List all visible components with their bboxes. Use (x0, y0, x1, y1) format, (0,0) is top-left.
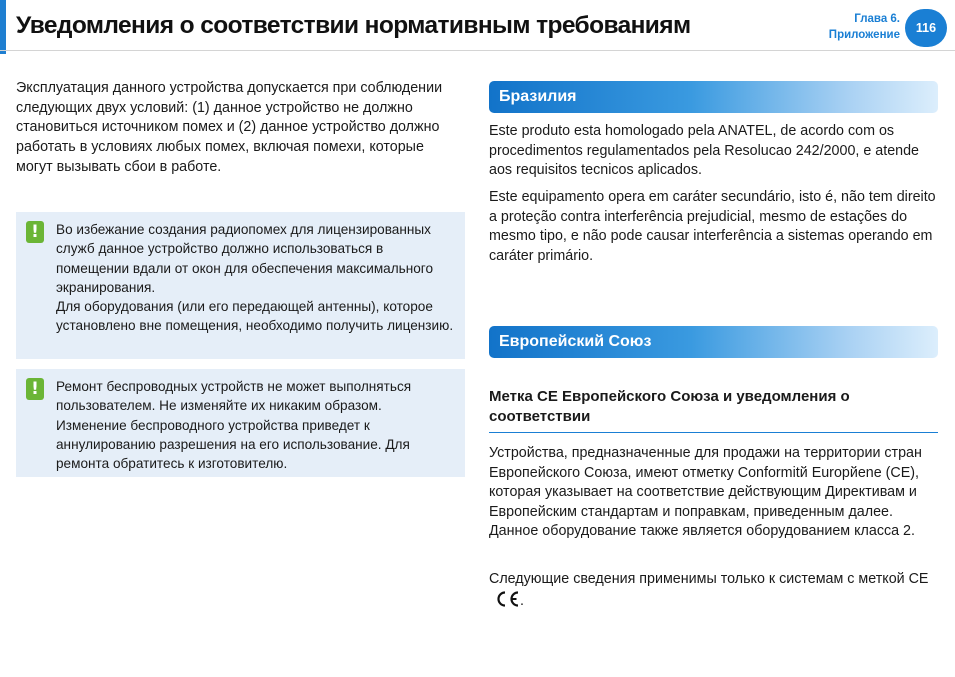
section-heading-brazil: Бразилия (489, 81, 938, 113)
chapter-label (829, 11, 900, 43)
intro-paragraph: Эксплуатация данного устройства допускается при соблюдении следующих двух условий: (1) данное устройство не должно становиться источником помех и (2) данное устройство должно работать в условиях любых помех, включая помехи, которые могут вызывать сбои в работе. (16, 80, 443, 175)
page-number-badge: 116 (905, 9, 947, 47)
page-title: Уведомления о соответствии нормативным требованиям (16, 12, 691, 39)
brazil-paragraph: Este produto esta homologado pela ANATEL, de acordo com os procedimentos regulamentados pela Resolucao 242/2000, e atende aos requisitos tecnicos aplicados. (489, 123, 920, 179)
eu-paragraph: Устройства, предназначенные для продажи на территории стран Европейского Союза, имеют отметку Conformitй Europйene (CE), которая указывает на соответствие действующим Директивам и Европейским стандартам и поправкам, приведенным далее. Данное оборудование также является оборудованием класса 2. (489, 445, 922, 540)
exclamation-icon: ! (26, 221, 44, 243)
notice-box-repair (16, 369, 465, 477)
chapter-number: Глава 6. (854, 13, 900, 25)
notice-text: Ремонт беспроводных устройств не может выполняться пользователем. Не изменяйте их никаким образом. Изменение беспроводного устройства приведет к аннулированию разрешения на его использование. Для ремонта обратитесь к изготовителю. (56, 379, 412, 472)
section-heading-eu: Европейский Союз (489, 326, 938, 358)
exclamation-icon: ! (26, 378, 44, 400)
ce-period: . (520, 592, 524, 609)
eu-paragraph-ce (489, 570, 937, 611)
chapter-name: Приложение (828, 29, 900, 41)
ce-subheading: Метка CE Европейского Союза и уведомления о соответствии (489, 387, 938, 433)
brazil-paragraph: Este equipamento opera em caráter secundário, isto é, não tem direito a proteção contra interferência prejudicial, mesmo de estações do mesmo tipo, e não pode causar interferência a sistemas operando em caráter primário. (489, 189, 936, 264)
notice-box-radio-interference (16, 212, 465, 359)
ce-mark-icon (494, 590, 520, 608)
notice-text: Во избежание создания радиопомех для лицензированных служб данное устройство должно использоваться в помещении вдали от окон для обеспечения максимального экранирования. (56, 222, 434, 295)
header-accent-bar (0, 0, 6, 54)
notice-text: Для оборудования (или его передающей антенны), которое установлено вне помещения, необходимо получить лицензию. (56, 299, 454, 334)
eu-ce-text: Следующие сведения применимы только к системам с меткой CE (489, 571, 929, 587)
title-divider (0, 50, 955, 51)
